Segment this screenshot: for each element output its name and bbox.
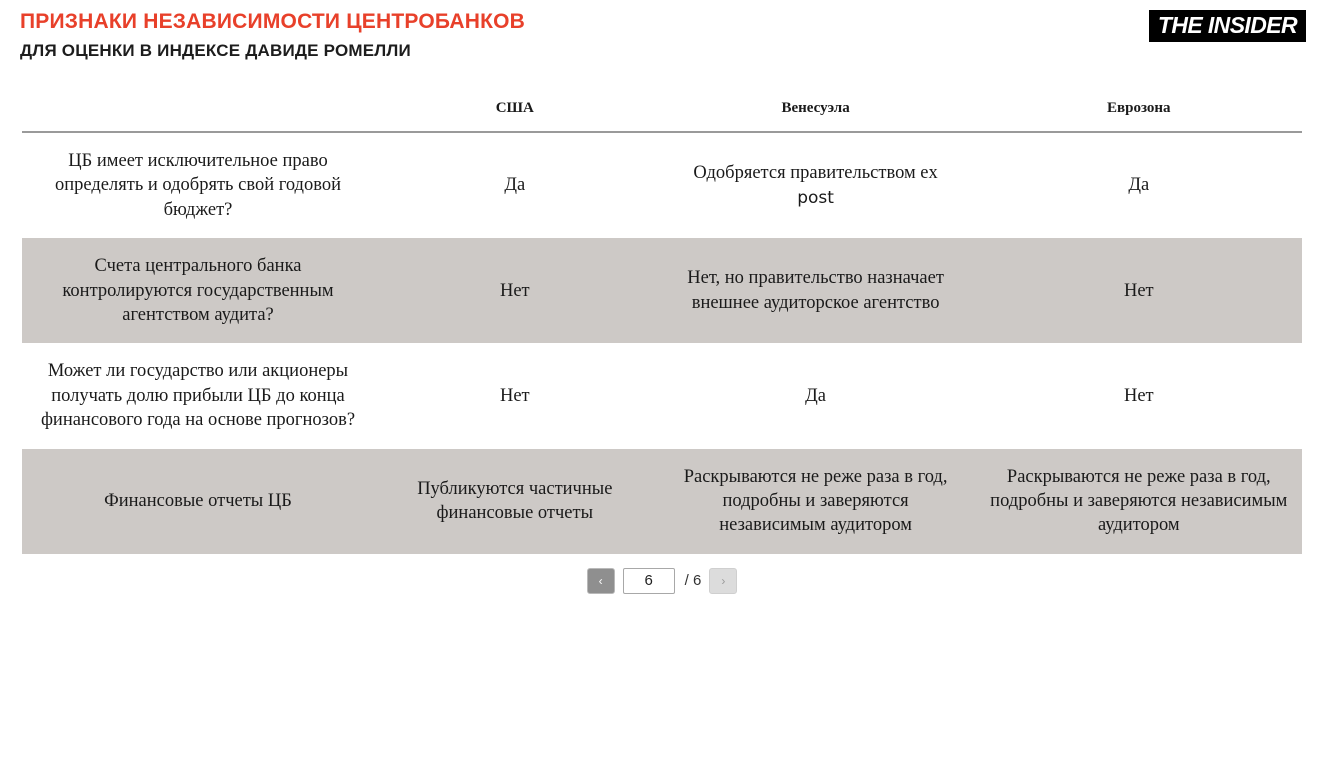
row-question: Финансовые отчеты ЦБ [22, 449, 374, 554]
row-value-eurozone: Раскрываются не реже раза в год, подробны и заверяются независимым аудитором [976, 449, 1302, 554]
column-header-usa: США [374, 94, 656, 132]
the-insider-logo: THE INSIDER [1149, 10, 1306, 42]
row-question: Счета центрального банка контролируются государственным агентством аудита? [22, 238, 374, 343]
row-value-venezuela-text: Одобряется правительством ex [693, 163, 938, 184]
page-title: ПРИЗНАКИ НЕЗАВИСИМОСТИ ЦЕНТРОБАНКОВ [20, 10, 526, 33]
table-row [22, 238, 1302, 343]
column-header-venezuela: Венесуэла [656, 94, 976, 132]
next-page-button[interactable]: › [709, 568, 737, 594]
table-header-row [22, 94, 1302, 132]
table-row [22, 343, 1302, 448]
row-value-venezuela: Раскрываются не реже раза в год, подробны и заверяются независимым аудитором [656, 449, 976, 554]
row-value-venezuela: Нет, но правительство назначает внешнее аудиторское агентство [656, 238, 976, 343]
row-value-venezuela-latin: post [797, 187, 834, 208]
column-header-question [22, 94, 374, 132]
page-header [0, 0, 1324, 78]
row-question: ЦБ имеет исключительное право определять и одобрять свой годовой бюджет? [22, 132, 374, 238]
row-value-venezuela: Да [656, 343, 976, 448]
row-value-usa: Да [374, 132, 656, 238]
table-row [22, 132, 1302, 238]
page-subtitle: ДЛЯ ОЦЕНКИ В ИНДЕКСЕ ДАВИДЕ РОМЕЛЛИ [20, 41, 411, 61]
row-question: Может ли государство или акционеры получать долю прибыли ЦБ до конца финансового года на основе прогнозов? [22, 343, 374, 448]
page-number-input[interactable] [623, 568, 675, 594]
page-total-label: / 6 [684, 572, 702, 590]
table-container [0, 78, 1324, 554]
row-value-eurozone: Да [976, 132, 1302, 238]
row-value-usa: Публикуются частичные финансовые отчеты [374, 449, 656, 554]
pagination-control [0, 568, 1324, 594]
row-value-usa: Нет [374, 343, 656, 448]
row-value-usa: Нет [374, 238, 656, 343]
row-value-eurozone: Нет [976, 343, 1302, 448]
column-header-eurozone: Еврозона [976, 94, 1302, 132]
table-row [22, 449, 1302, 554]
previous-page-button[interactable]: ‹ [587, 568, 615, 594]
row-value-eurozone: Нет [976, 238, 1302, 343]
independence-criteria-table [22, 94, 1302, 554]
row-value-venezuela [656, 132, 976, 238]
